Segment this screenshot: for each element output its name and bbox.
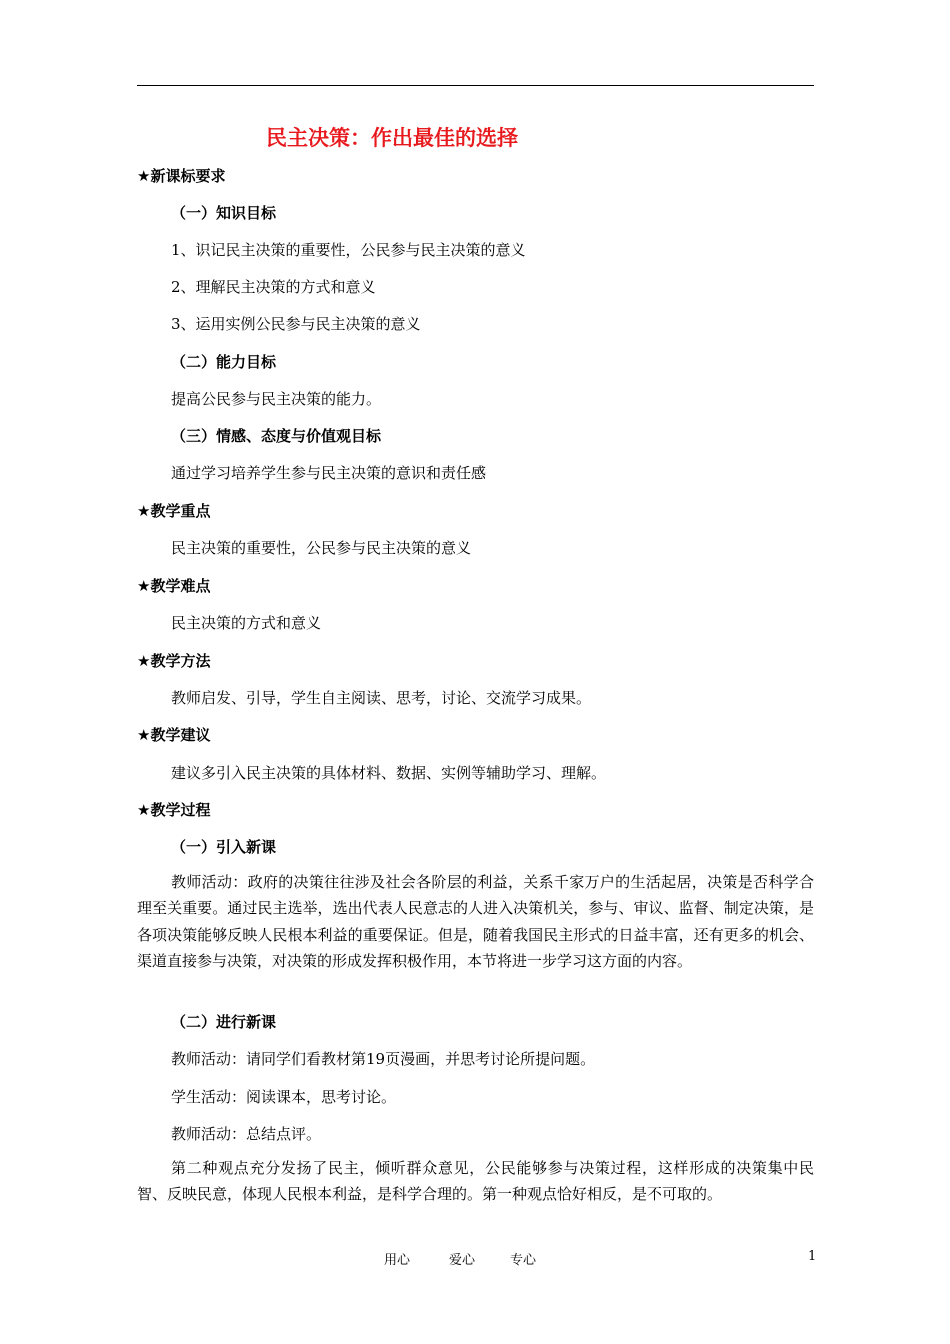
heading-suggestion: ★教学建议 [137, 726, 211, 744]
footer-text-2: 爱心 [449, 1253, 476, 1268]
knowledge-item-2: 2、理解民主决策的方式和意义 [171, 278, 376, 296]
heading-knowledge-goal: （一）知识目标 [171, 204, 277, 222]
ability-item: 提高公民参与民主决策的能力。 [171, 390, 382, 408]
new-lesson-item-3: 教师活动：总结点评。 [171, 1125, 322, 1143]
new-lesson-item-2: 学生活动：阅读课本，思考讨论。 [171, 1088, 397, 1106]
intro-paragraph: 教师活动：政府的决策往往涉及社会各阶层的利益，关系千家万户的生活起居，决策是否科学合理至关重要。通过民主选举，选出代表人民意志的人进入决策机关，参与、审议、监督、制定决策，是各项决策能够反映人民根本利益的重要保证。但是，随着我国民主形式的日益丰富，还有更多的机会、渠道直接参与决策，对决策的形成发挥积极作用，本节将进一步学习这方面的内容。 [137, 873, 814, 971]
heading-standards: ★新课标要求 [137, 167, 226, 185]
focus-text: 民主决策的重要性，公民参与民主决策的意义 [171, 539, 472, 557]
emotion-item: 通过学习培养学生参与民主决策的意识和责任感 [171, 464, 487, 482]
heading-process: ★教学过程 [137, 801, 211, 819]
final-paragraph: 第二种观点充分发扬了民主，倾听群众意见，公民能够参与决策过程，这样形成的决策集中民智、反映民意，体现人民根本利益，是科学合理的。第一种观点恰好相反，是不可取的。 [137, 1159, 814, 1204]
page-number: 1 [808, 1249, 817, 1264]
difficulty-text: 民主决策的方式和意义 [171, 614, 322, 632]
heading-intro: （一）引入新课 [171, 838, 277, 856]
heading-difficulty: ★教学难点 [137, 577, 211, 595]
suggestion-text: 建议多引入民主决策的具体材料、数据、实例等辅助学习、理解。 [171, 764, 607, 782]
page-title: 民主决策：作出最佳的选择 [266, 126, 518, 150]
footer-text-3: 专心 [510, 1253, 537, 1268]
knowledge-item-1: 1、识记民主决策的重要性，公民参与民主决策的意义 [171, 241, 526, 259]
new-lesson-item-1: 教师活动：请同学们看教材第19页漫画，并思考讨论所提问题。 [171, 1050, 596, 1068]
footer-text-1: 用心 [384, 1253, 411, 1268]
knowledge-item-3: 3、运用实例公民参与民主决策的意义 [171, 315, 421, 333]
heading-new-lesson: （二）进行新课 [171, 1013, 277, 1031]
heading-focus: ★教学重点 [137, 502, 211, 520]
method-text: 教师启发、引导，学生自主阅读、思考，讨论、交流学习成果。 [171, 689, 592, 707]
heading-emotion-goal: （三）情感、态度与价值观目标 [171, 427, 382, 445]
heading-ability-goal: （二）能力目标 [171, 353, 277, 371]
header-rule [137, 85, 814, 86]
heading-method: ★教学方法 [137, 652, 211, 670]
